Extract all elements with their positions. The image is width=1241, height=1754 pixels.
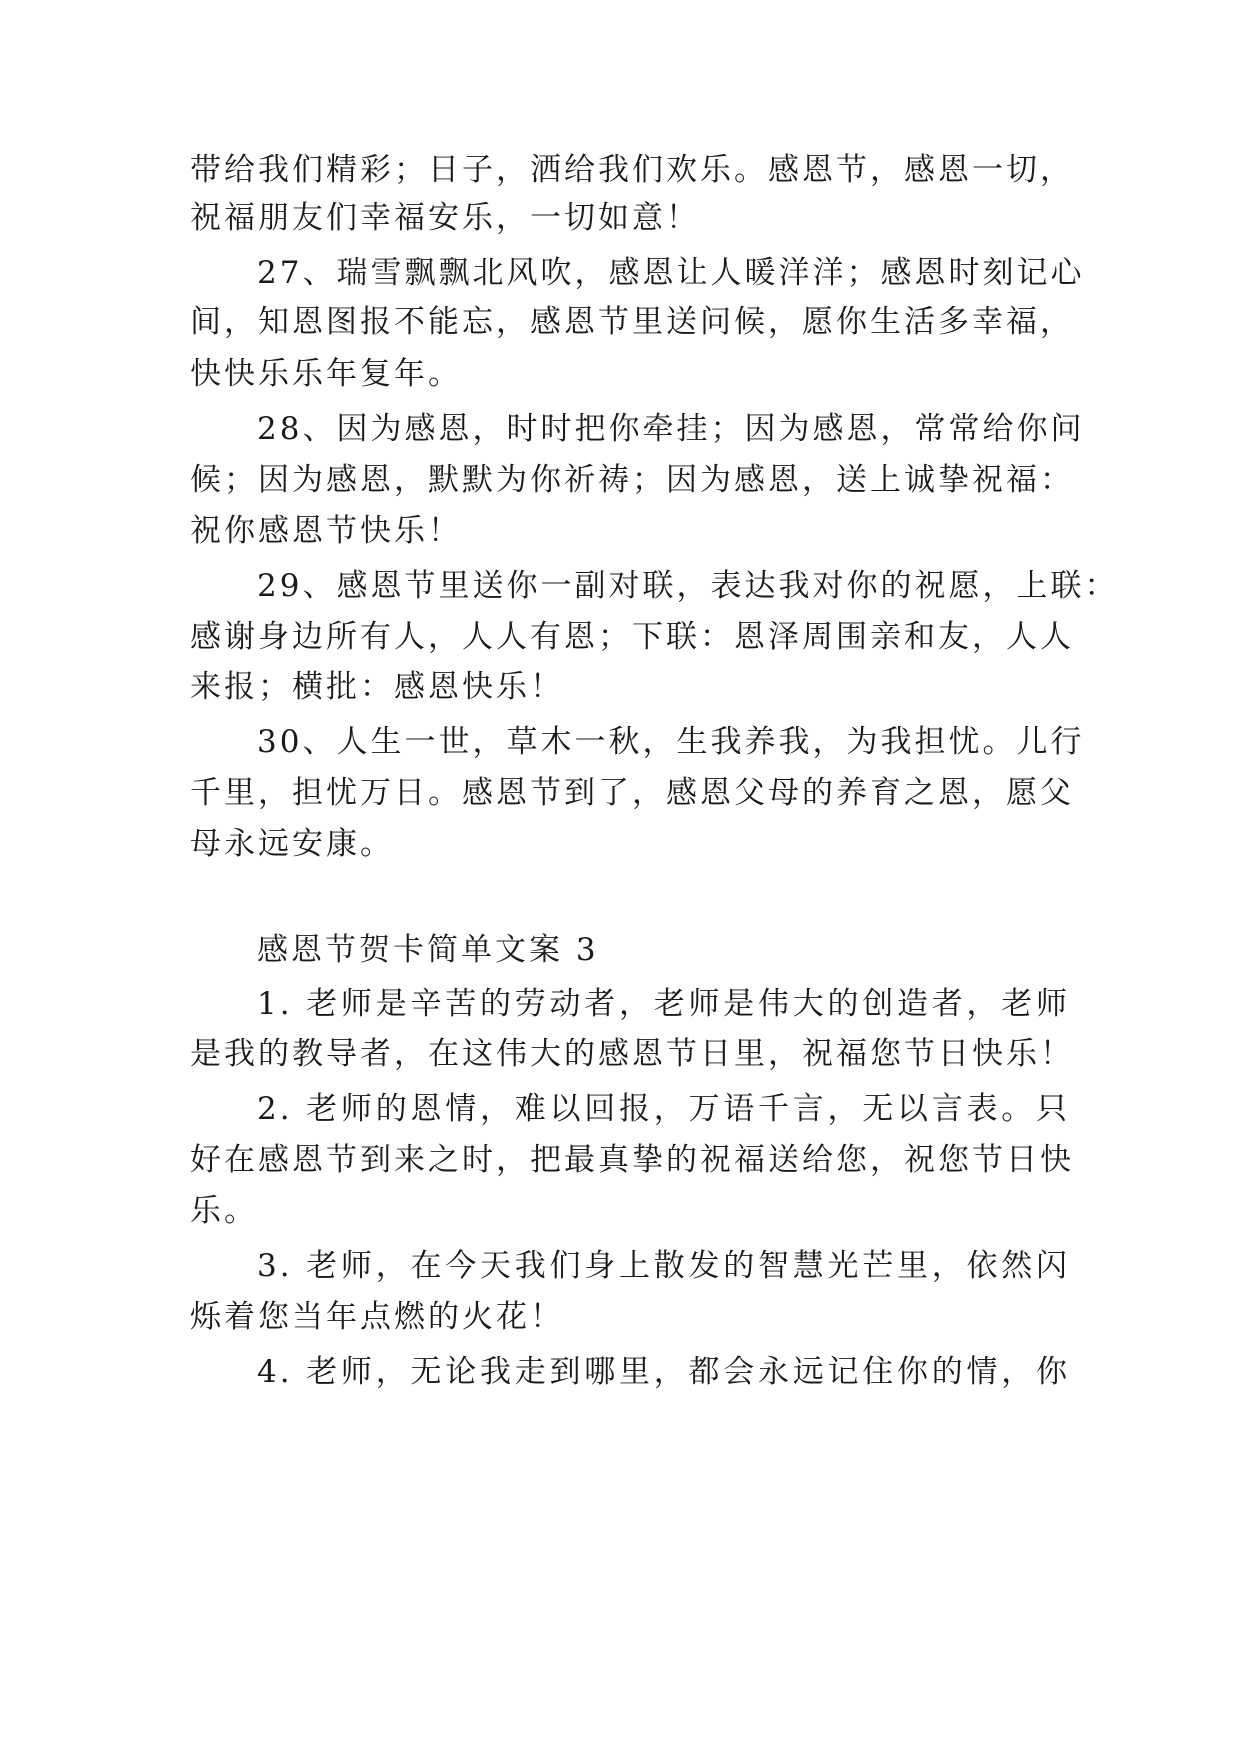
text-line: 好在感恩节到来之时，把最真挚的祝福送给您，祝您节日快 [190,1142,1074,1178]
text-line: 乐。 [190,1193,258,1229]
text-line: 带给我们精彩；日子，洒给我们欢乐。感恩节，感恩一切， [190,152,1074,188]
paragraph-27-start: 27、瑞雪飘飘北风吹，感恩让人暖洋洋；感恩时刻记心 [257,255,1085,291]
item-1-start: 1. 老师是辛苦的劳动者，老师是伟大的创造者，老师 [257,986,1070,1022]
item-2-start: 2. 老师的恩情，难以回报，万语千言，无以言表。只 [257,1091,1070,1127]
text-line: 烁着您当年点燃的火花！ [190,1299,564,1335]
text-line: 感谢身边所有人，人人有恩；下联：恩泽周围亲和友，人人 [190,619,1074,655]
text-line: 间，知恩图报不能忘，感恩节里送问候，愿你生活多幸福， [190,304,1074,340]
item-4-start: 4. 老师，无论我走到哪里，都会永远记住你的情，你 [257,1354,1070,1390]
text-line: 祝你感恩节快乐！ [190,513,462,549]
paragraph-29-start: 29、感恩节里送你一副对联，表达我对你的祝愿，上联： [257,568,1119,604]
paragraph-28-start: 28、因为感恩，时时把你牵挂；因为感恩，常常给你问 [257,411,1085,447]
text-line: 祝福朋友们幸福安乐，一切如意！ [190,200,700,236]
text-line: 来报；横批：感恩快乐！ [190,669,564,705]
item-3-start: 3. 老师，在今天我们身上散发的智慧光芒里，依然闪 [257,1248,1070,1284]
text-line: 快快乐乐年复年。 [190,356,462,392]
paragraph-30-start: 30、人生一世，草木一秋，生我养我，为我担忧。儿行 [257,724,1085,760]
text-line: 母永远安康。 [190,826,394,862]
text-line: 千里，担忧万日。感恩节到了，感恩父母的养育之恩，愿父 [190,775,1074,811]
text-line: 是我的教导者，在这伟大的感恩节日里，祝福您节日快乐！ [190,1036,1074,1072]
section-heading: 感恩节贺卡简单文案 3 [257,932,599,968]
text-line: 候；因为感恩，默默为你祈祷；因为感恩，送上诚挚祝福： [190,462,1074,498]
